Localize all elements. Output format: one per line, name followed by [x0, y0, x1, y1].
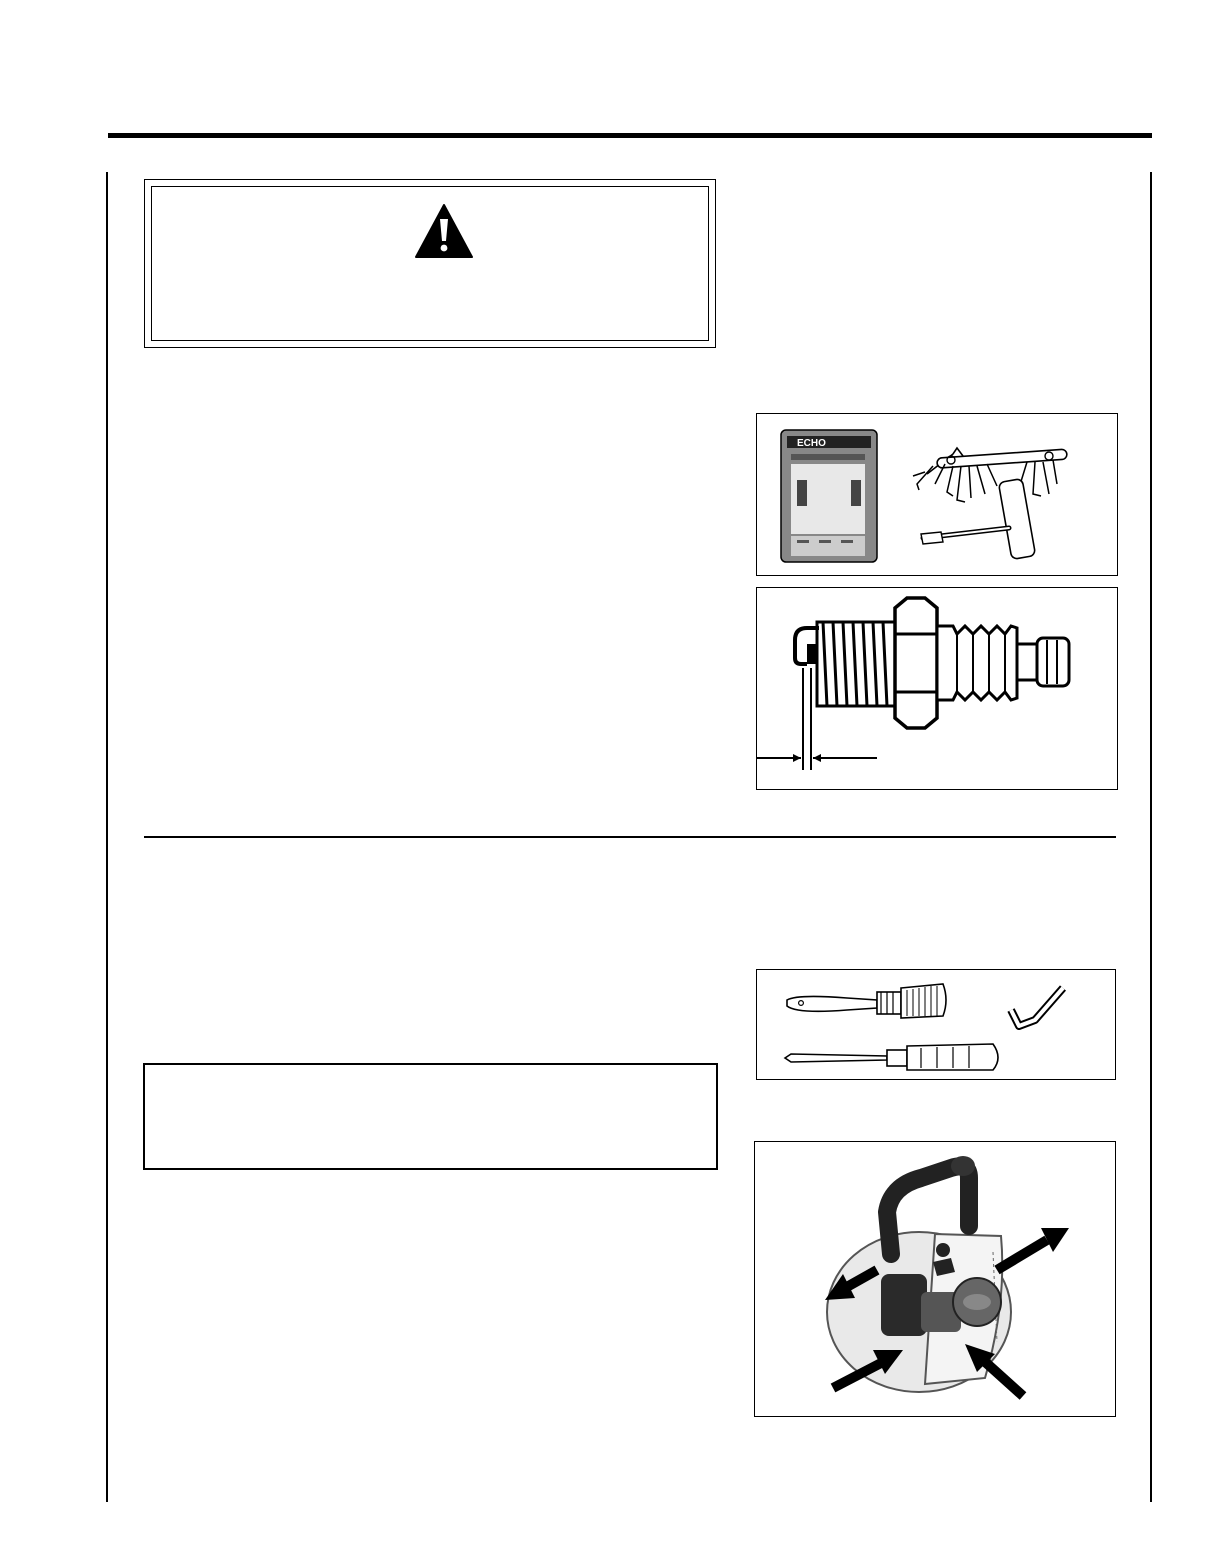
warning-triangle-icon [414, 203, 474, 259]
brush-screwdriver-hexkey-icon [757, 970, 1115, 1079]
warning-box-inner [151, 186, 709, 341]
cleaning-tools-figure [756, 969, 1116, 1080]
left-margin-rule [106, 172, 108, 1502]
warning-box [144, 179, 716, 348]
spark-plug-gap-figure [756, 587, 1118, 790]
spark-plug-icon [757, 588, 1117, 789]
notice-box [143, 1063, 718, 1170]
kit-brand-text: ECHO [797, 438, 826, 449]
blower-with-arrows-icon [755, 1142, 1115, 1416]
right-margin-rule [1150, 172, 1152, 1502]
section-divider [144, 836, 1116, 838]
spark-plug-tool-kit-figure [756, 413, 1118, 576]
blower-engine-figure [754, 1141, 1116, 1417]
tool-kit-icon [757, 414, 1117, 575]
top-rule [108, 133, 1152, 138]
